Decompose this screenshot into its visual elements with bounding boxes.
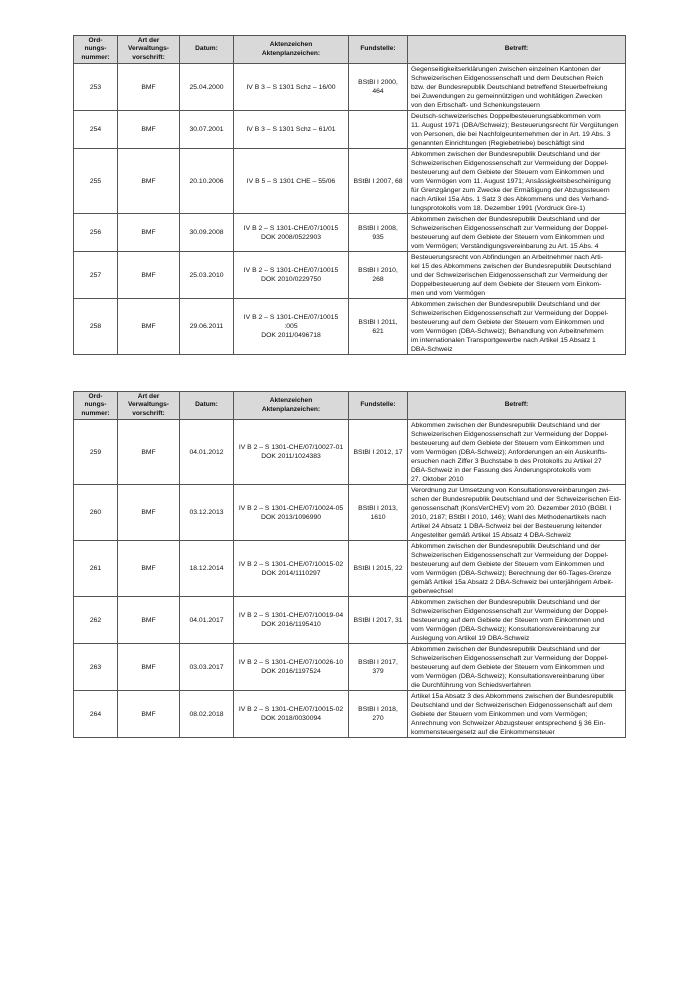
table-body-1 <box>74 64 626 355</box>
table-row <box>74 252 626 299</box>
cell-aktenzeichen: IV B 2 – S 1301-CHE/07/10015 DOK 2010/0229750 <box>234 252 349 299</box>
cell-art: BMF <box>118 64 180 111</box>
cell-nr: 258 <box>74 299 118 355</box>
cell-fundstelle: BStBl I 2017, 379 <box>349 644 408 691</box>
cell-datum: 03.12.2013 <box>180 485 234 541</box>
cell-nr: 256 <box>74 214 118 252</box>
cell-art: BMF <box>118 214 180 252</box>
cell-art: BMF <box>118 644 180 691</box>
cell-betreff: Deutsch-schweizerisches Doppelbesteuerungsabkommen vom 11. August 1971 (DBA/Schweiz); Besteuerungsrecht für Vergütungen von Personen, die bei Nachfolgeunternehmen der in Art. 19 Abs. 3 genannten Einrichtungen (Regiebetriebe) beschäftigt sind <box>408 111 626 149</box>
cell-nr: 264 <box>74 691 118 738</box>
cell-datum: 08.02.2018 <box>180 691 234 738</box>
cell-betreff: Abkommen zwischen der Bundesrepublik Deutschland und der Schweizerischen Eidgenossenschaft zur Vermeidung der Doppel- besteuerung auf dem Gebiete der Steuern vom Einkommen und vom Vermögen (DBA-Schweiz); Anforderungen an ein Auskunfts- ersuchen nach Ziffer 3 Buchstabe b des Protokolls zu Artikel 27 DBA-Schweiz in der Fassung des Änderungsprotokolls vom 27. Oktober 2010 <box>408 420 626 485</box>
cell-datum: 30.07.2001 <box>180 111 234 149</box>
header-fundstelle: Fundstelle: <box>349 36 408 64</box>
cell-nr: 259 <box>74 420 118 485</box>
table-row <box>74 420 626 485</box>
table-row <box>74 299 626 355</box>
cell-art: BMF <box>118 252 180 299</box>
cell-art: BMF <box>118 420 180 485</box>
cell-aktenzeichen: IV B 3 – S 1301 Schz – 61/01 <box>234 111 349 149</box>
cell-art: BMF <box>118 541 180 597</box>
cell-betreff: Abkommen zwischen der Bundesrepublik Deutschland und der Schweizerischen Eidgenossenschaft zur Vermeidung der Doppel- besteuerung auf dem Gebiete der Steuern vom Einkommen und vom Vermögen vom 11. August 1971; Ansässigkeitsbescheinigung für Grenzgänger zum Zwecke der Ermäßigung der Abzugssteuern nach Artikel 15a Abs. 1 Satz 3 des Abkommens und des Verhand- lungsprotokolls vom 18. Dezember 1991 (Vordruck Gre-1) <box>408 149 626 214</box>
cell-betreff: Artikel 15a Absatz 3 des Abkommens zwischen der Bundesrepublik Deutschland und der Schweizerischen Eidgenossenschaft auf dem Gebiete der Steuern vom Einkommen und vom Vermögen; Anrechnung von Schweizer Abzugsteuer entsprechend § 36 Ein- kommensteuergesetz auf die Einkommensteuer <box>408 691 626 738</box>
cell-aktenzeichen: IV B 2 – S 1301-CHE/07/10015-02 DOK 2018/0030094 <box>234 691 349 738</box>
header-betreff: Betreff: <box>408 392 626 420</box>
cell-nr: 253 <box>74 64 118 111</box>
cell-art: BMF <box>118 691 180 738</box>
table-row <box>74 541 626 597</box>
cell-datum: 04.01.2012 <box>180 420 234 485</box>
cell-fundstelle: BStBl I 2018, 270 <box>349 691 408 738</box>
cell-datum: 20.10.2006 <box>180 149 234 214</box>
cell-aktenzeichen: IV B 3 – S 1301 Schz – 16/00 <box>234 64 349 111</box>
cell-fundstelle: BStBl I 2000, 464 <box>349 64 408 111</box>
cell-datum: 18.12.2014 <box>180 541 234 597</box>
cell-nr: 254 <box>74 111 118 149</box>
table-row <box>74 149 626 214</box>
cell-nr: 262 <box>74 597 118 644</box>
cell-betreff: Verordnung zur Umsetzung von Konsultationsvereinbarungen zwi- schen der Bundesrepublik Deutschland und der Schweizerischen Eid- genossenschaft (KonsVerCHEV) vom 20. Dezember 2010 (BGBl. I 2010, 2187; BStBl I 2010, 146); Wahl des Methodenartikels nach Artikel 24 Absatz 1 DBA-Schweiz bei der Besteuerung leitender Angestellter gemäß Artikel 15 Absatz 4 DBA-Schweiz <box>408 485 626 541</box>
header-art: Art der Verwaltungs- vorschrift: <box>118 36 180 64</box>
cell-datum: 25.03.2010 <box>180 252 234 299</box>
header-datum: Datum: <box>180 36 234 64</box>
table-body-2 <box>74 420 626 738</box>
table-header-row <box>74 392 626 420</box>
cell-betreff: Abkommen zwischen der Bundesrepublik Deutschland und der Schweizerischen Eidgenossenschaft zur Vermeidung der Doppel- besteuerung auf dem Gebiete der Steuern vom Einkommen und vom Vermögen (DBA-Schweiz); Berechnung der 60-Tages-Grenze gemäß Artikel 15a Absatz 2 DBA-Schweiz bei unterjährigem Arbeit- geberwechsel <box>408 541 626 597</box>
cell-betreff: Abkommen zwischen der Bundesrepublik Deutschland und der Schweizerischen Eidgenossenschaft zur Vermeidung der Doppel- besteuerung auf dem Gebiete der Steuern vom Einkommen und vom Vermögen (DBA-Schweiz); Konsultationsvereinbarung über die Durchführung von Schiedsverfahren <box>408 644 626 691</box>
table-row <box>74 644 626 691</box>
cell-aktenzeichen: IV B 2 – S 1301-CHE/07/10024-05 DOK 2013/1096990 <box>234 485 349 541</box>
cell-art: BMF <box>118 111 180 149</box>
regulations-table-2 <box>73 391 626 738</box>
table-row <box>74 485 626 541</box>
header-art: Art der Verwaltungs- vorschrift: <box>118 392 180 420</box>
header-aktenzeichen: Aktenzeichen Aktenplanzeichen: <box>234 392 349 420</box>
regulations-table-1 <box>73 35 626 355</box>
cell-betreff: Gegenseitigkeitserklärungen zwischen einzelnen Kantonen der Schweizerischen Eidgenossenschaft und dem Deutschen Reich bzw. der Bundesrepublik Deutschland betreffend Steuerbefreiung bei Zuwendungen zu gemeinnützigen und wohltätigen Zwecken von den Erbschaft- und Schenkungsteuern <box>408 64 626 111</box>
header-fundstelle: Fundstelle: <box>349 392 408 420</box>
header-nr: Ord- nungs- nummer: <box>74 392 118 420</box>
cell-nr: 257 <box>74 252 118 299</box>
table-header-row <box>74 36 626 64</box>
cell-datum: 04.01.2017 <box>180 597 234 644</box>
cell-aktenzeichen: IV B 2 – S 1301-CHE/07/10015 :005 DOK 2011/0496718 <box>234 299 349 355</box>
table-row <box>74 214 626 252</box>
cell-fundstelle: BStBl I 2007, 68 <box>349 149 408 214</box>
header-datum: Datum: <box>180 392 234 420</box>
cell-aktenzeichen: IV B 2 – S 1301-CHE/07/10015-02 DOK 2014/1110297 <box>234 541 349 597</box>
cell-fundstelle: BStBl I 2012, 17 <box>349 420 408 485</box>
cell-nr: 263 <box>74 644 118 691</box>
cell-art: BMF <box>118 485 180 541</box>
header-aktenzeichen: Aktenzeichen Aktenplanzeichen: <box>234 36 349 64</box>
table-row <box>74 111 626 149</box>
table-row <box>74 597 626 644</box>
cell-nr: 261 <box>74 541 118 597</box>
cell-fundstelle: BStBl I 2010, 268 <box>349 252 408 299</box>
cell-aktenzeichen: IV B 2 – S 1301-CHE/07/10027-01 DOK 2011/1024383 <box>234 420 349 485</box>
cell-datum: 29.06.2011 <box>180 299 234 355</box>
table-row <box>74 64 626 111</box>
cell-nr: 260 <box>74 485 118 541</box>
cell-fundstelle <box>349 111 408 149</box>
cell-art: BMF <box>118 149 180 214</box>
cell-betreff: Abkommen zwischen der Bundesrepublik Deutschland und der Schweizerischen Eidgenossenschaft zur Vermeidung der Doppel- besteuerung auf dem Gebiete der Steuern vom Einkommen und vom Vermögen; Verständigungsvereinbarung zu Art. 15 Abs. 4 <box>408 214 626 252</box>
cell-betreff: Besteuerungsrecht von Abfindungen an Arbeitnehmer nach Arti- kel 15 des Abkommens zwischen der Bundesrepublik Deutschland und der Schweizerischen Eidgenossenschaft zur Vermeidung der Doppelbesteuerung auf dem Gebiete der Steuern vom Einkom- men und vom Vermögen <box>408 252 626 299</box>
cell-aktenzeichen: IV B 2 – S 1301-CHE/07/10019-04 DOK 2016/1195410 <box>234 597 349 644</box>
cell-fundstelle: BStBl I 2011, 621 <box>349 299 408 355</box>
header-betreff: Betreff: <box>408 36 626 64</box>
cell-betreff: Abkommen zwischen der Bundesrepublik Deutschland und der Schweizerischen Eidgenossenschaft zur Vermeidung der Doppel- besteuerung auf dem Gebiete der Steuern vom Einkommen und vom Vermögen (DBA-Schweiz); Behandlung von Arbeitnehmern im internationalen Transportgewerbe nach Artikel 15 Absatz 1 DBA-Schweiz <box>408 299 626 355</box>
cell-datum: 30.09.2008 <box>180 214 234 252</box>
cell-aktenzeichen: IV B 5 – S 1301 CHE – 55/06 <box>234 149 349 214</box>
cell-art: BMF <box>118 299 180 355</box>
cell-aktenzeichen: IV B 2 – S 1301-CHE/07/10015 DOK 2008/0522903 <box>234 214 349 252</box>
table-row <box>74 691 626 738</box>
cell-datum: 25.04.2000 <box>180 64 234 111</box>
cell-fundstelle: BStBl I 2013, 1610 <box>349 485 408 541</box>
cell-datum: 03.03.2017 <box>180 644 234 691</box>
cell-art: BMF <box>118 597 180 644</box>
header-nr: Ord- nungs- nummer: <box>74 36 118 64</box>
cell-fundstelle: BStBl I 2015, 22 <box>349 541 408 597</box>
cell-betreff: Abkommen zwischen der Bundesrepublik Deutschland und der Schweizerischen Eidgenossenschaft zur Vermeidung der Doppel- besteuerung auf dem Gebiete der Steuern vom Einkommen und vom Vermögen (DBA-Schweiz); Konsultationsvereinbarung zur Auslegung von Artikel 19 DBA-Schweiz <box>408 597 626 644</box>
cell-fundstelle: BStBl I 2008, 935 <box>349 214 408 252</box>
cell-nr: 255 <box>74 149 118 214</box>
cell-aktenzeichen: IV B 2 – S 1301-CHE/07/10026-10 DOK 2016/1197524 <box>234 644 349 691</box>
cell-fundstelle: BStBl I 2017, 31 <box>349 597 408 644</box>
